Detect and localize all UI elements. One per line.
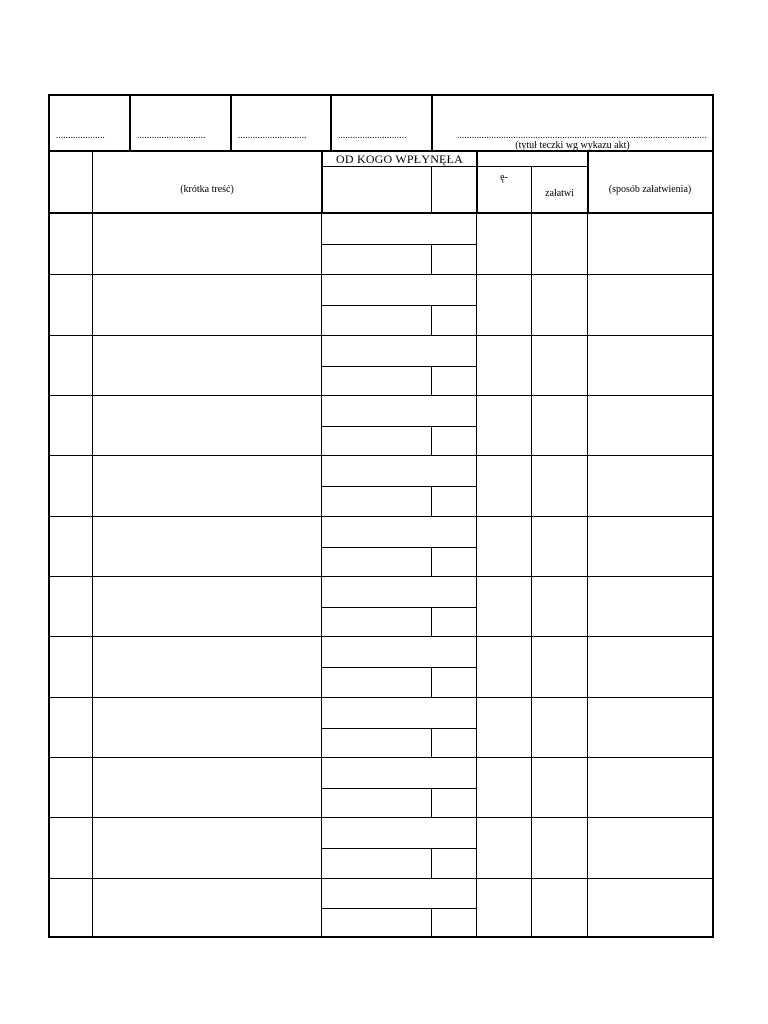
table-row xyxy=(50,214,712,274)
table-row xyxy=(50,636,712,696)
table-row xyxy=(50,576,712,636)
folder-title-dots: ...................................................................................................... xyxy=(457,130,707,140)
header-field-4-dots: ............................ xyxy=(338,130,407,140)
header-field-1-dots: .................... xyxy=(56,130,105,140)
table-row xyxy=(50,697,712,757)
table-column-headers xyxy=(50,152,712,214)
column-header-method: (sposób załatwienia) xyxy=(608,184,692,195)
header-field-1 xyxy=(50,96,131,152)
register-table xyxy=(48,150,714,938)
table-row xyxy=(50,335,712,395)
header-field-2-dots: ............................ xyxy=(137,130,206,140)
header-field-4 xyxy=(332,96,433,152)
folder-title-caption: (tytuł teczki wg wykazu akt) xyxy=(515,140,630,151)
table-row xyxy=(50,516,712,576)
table-row xyxy=(50,878,712,936)
column-header-from-whom: OD KOGO WPŁYNĘŁA xyxy=(336,152,463,166)
table-row xyxy=(50,274,712,334)
column-header-content: (krótka treść) xyxy=(180,184,234,195)
table-row xyxy=(50,817,712,877)
header-field-2 xyxy=(131,96,232,152)
header-field-3 xyxy=(232,96,332,152)
table-row xyxy=(50,395,712,455)
table-row xyxy=(50,455,712,515)
table-row xyxy=(50,757,712,817)
column-header-settled: załatwi xyxy=(545,188,574,199)
register-form xyxy=(48,94,714,938)
header-field-3-dots: ............................ xyxy=(238,130,307,140)
column-header-e: ę- xyxy=(500,172,508,183)
header-folder-title xyxy=(433,96,712,152)
form-header xyxy=(48,94,714,152)
